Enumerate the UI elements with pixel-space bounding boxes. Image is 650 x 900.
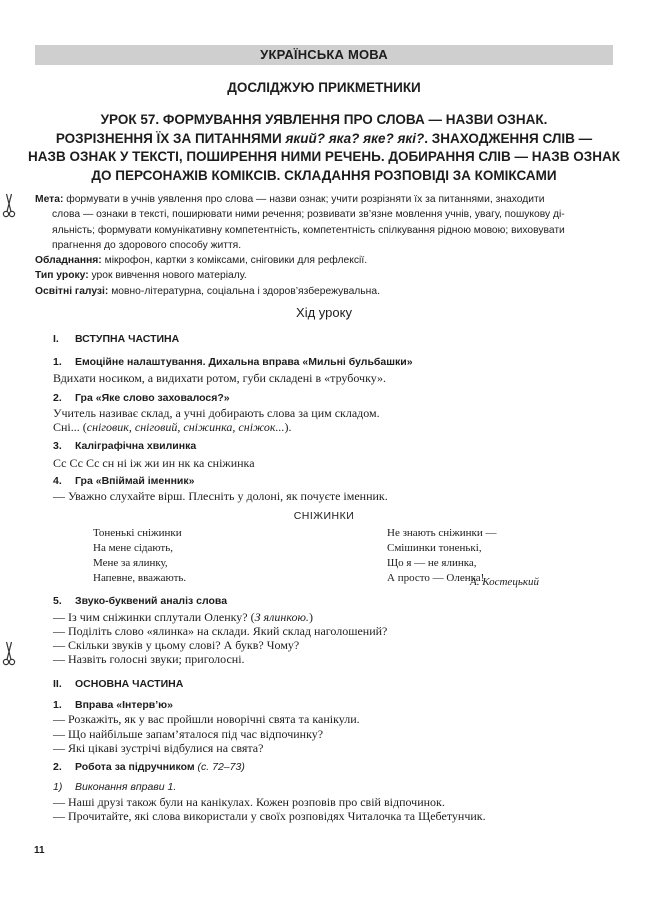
section-heading: II. ОСНОВНА ЧАСТИНА [53,678,184,690]
item-text: Сні... (сніговик, сніговий, сніжинка, сніжок...). [53,420,292,434]
item-text: Вдихати носиком, а видихати ротом, губи складені в «трубочку». [53,371,387,385]
item-text: — Назвіть голосні звуки; приголосні. [53,652,245,666]
poem-line: Смішинки тоненькі, [387,542,482,554]
item-heading: 2. Робота за підручником (с. 72–73) [53,761,245,773]
subject-header: УКРАЇНСЬКА МОВА [35,45,613,65]
lesson-title-line: РОЗРІЗНЕННЯ ЇХ ЗА ПИТАННЯМИ який? яка? яке? які?. ЗНАХОДЖЕННЯ СЛІВ — [55,130,593,146]
poem-line: А просто — Оленка! [387,572,485,584]
poem-line: Мене за ялинку, [93,557,168,569]
item-text: Сс Сс Сс сн ні іж жи ин нк ка сніжинка [53,456,255,470]
lesson-type-text: Тип уроку: урок вивчення нового матеріалу. [35,270,247,282]
poem-title: СНІЖИНКИ [293,510,355,522]
goal-text-cont: прагнення до здорового способу життя. [52,239,242,251]
page-number: 11 [34,845,45,856]
item-heading: 2. Гра «Яке слово заховалося?» [53,392,230,404]
poem-stanza-left [93,526,186,586]
poem-line: Тоненькі сніжинки [93,527,182,539]
edu-areas-text: Освітні галузі: мовно-літературна, соціальна і здоров’язбережувальна. [35,285,380,297]
item-text: — Які цікаві зустрічі відбулися на свята? [53,741,264,755]
poem-line: Напевне, вважають. [93,572,187,584]
poem-author: А. Костецький [470,576,539,588]
item-heading: 1. Емоційне налаштування. Дихальна вправа «Мильні бульбашки» [53,356,413,368]
topic-title: ДОСЛІДЖУЮ ПРИКМЕТНИКИ [227,80,421,95]
section-heading: I. ВСТУПНА ЧАСТИНА [53,333,180,345]
scissors-icon [2,640,16,668]
lesson-title-line: УРОК 57. ФОРМУВАННЯ УЯВЛЕННЯ ПРО СЛОВА — НАЗВИ ОЗНАК. [100,112,548,127]
item-text: — Поділіть слово «ялинка» на склади. Який склад наголошений? [53,624,388,638]
poem-line: На мене сідають, [93,542,174,554]
item-text: — Розкажіть, як у вас пройшли новорічні свята та канікули. [53,712,360,726]
lesson-title-line: НАЗВ ОЗНАК У ТЕКСТІ, ПОШИРЕННЯ НИМИ РЕЧЕНЬ. ДОБИРАННЯ СЛІВ — НАЗВ ОЗНАК [28,149,620,164]
item-text: — Наші друзі також були на канікулах. Кожен розповів про свій відпочинок. [53,795,445,809]
item-heading: 4. Гра «Впіймай іменник» [53,475,195,487]
item-text: — Скільки звуків у цьому слові? А букв? Чому? [53,638,300,652]
item-text: — Уважно слухайте вірш. Плесніть у долоні, як почуєте іменник. [53,489,388,503]
item-heading: 5. Звуко-буквений аналіз слова [53,595,228,607]
scissors-icon [2,192,16,220]
goal-text-cont: яльність; формувати комунікативну компетентність, компетентність спілкування рідною мовою; виховувати [52,224,565,236]
item-text: — Що найбільше запам’яталося під час відпочинку? [53,727,324,741]
item-text: — Прочитайте, які слова використали у своїх розповідях Читалочка та Щебетунчик. [53,809,486,823]
item-text: Учитель називає склад, а учні добирають слова за цим складом. [53,406,380,420]
lesson-title [28,111,620,185]
equipment-text: Обладнання: мікрофон, картки з коміксами, сніговики для рефлексії. [35,255,368,267]
item-text: — Із чим сніжинки сплутали Оленку? (З ялинкою.) [53,610,313,624]
goal-text: Мета: формувати в учнів уявлення про слова — назви ознак; учити розрізняти їх за питаннями, знаходити [35,194,545,205]
item-heading: 1. Вправа «Інтерв’ю» [53,699,173,711]
subitem-heading: 1) Виконання вправи 1. [53,781,177,793]
poem-line: Не знають сніжинки — [387,527,497,539]
course-heading: Хід уроку [296,305,352,320]
poem-line: Що я — не ялинка, [387,557,477,569]
lesson-title-line: ДО ПЕРСОНАЖІВ КОМІКСІВ. СКЛАДАННЯ РОЗПОВІДІ ЗА КОМІКСАМИ [91,167,557,183]
lesson-info [35,192,613,299]
item-heading: 3. Каліграфічна хвилинка [53,440,197,452]
goal-text-cont: слова — ознаки в тексті, поширювати ними речення; розвивати зв’язне мовлення учнів, увагу, пошукову ді- [52,209,565,221]
